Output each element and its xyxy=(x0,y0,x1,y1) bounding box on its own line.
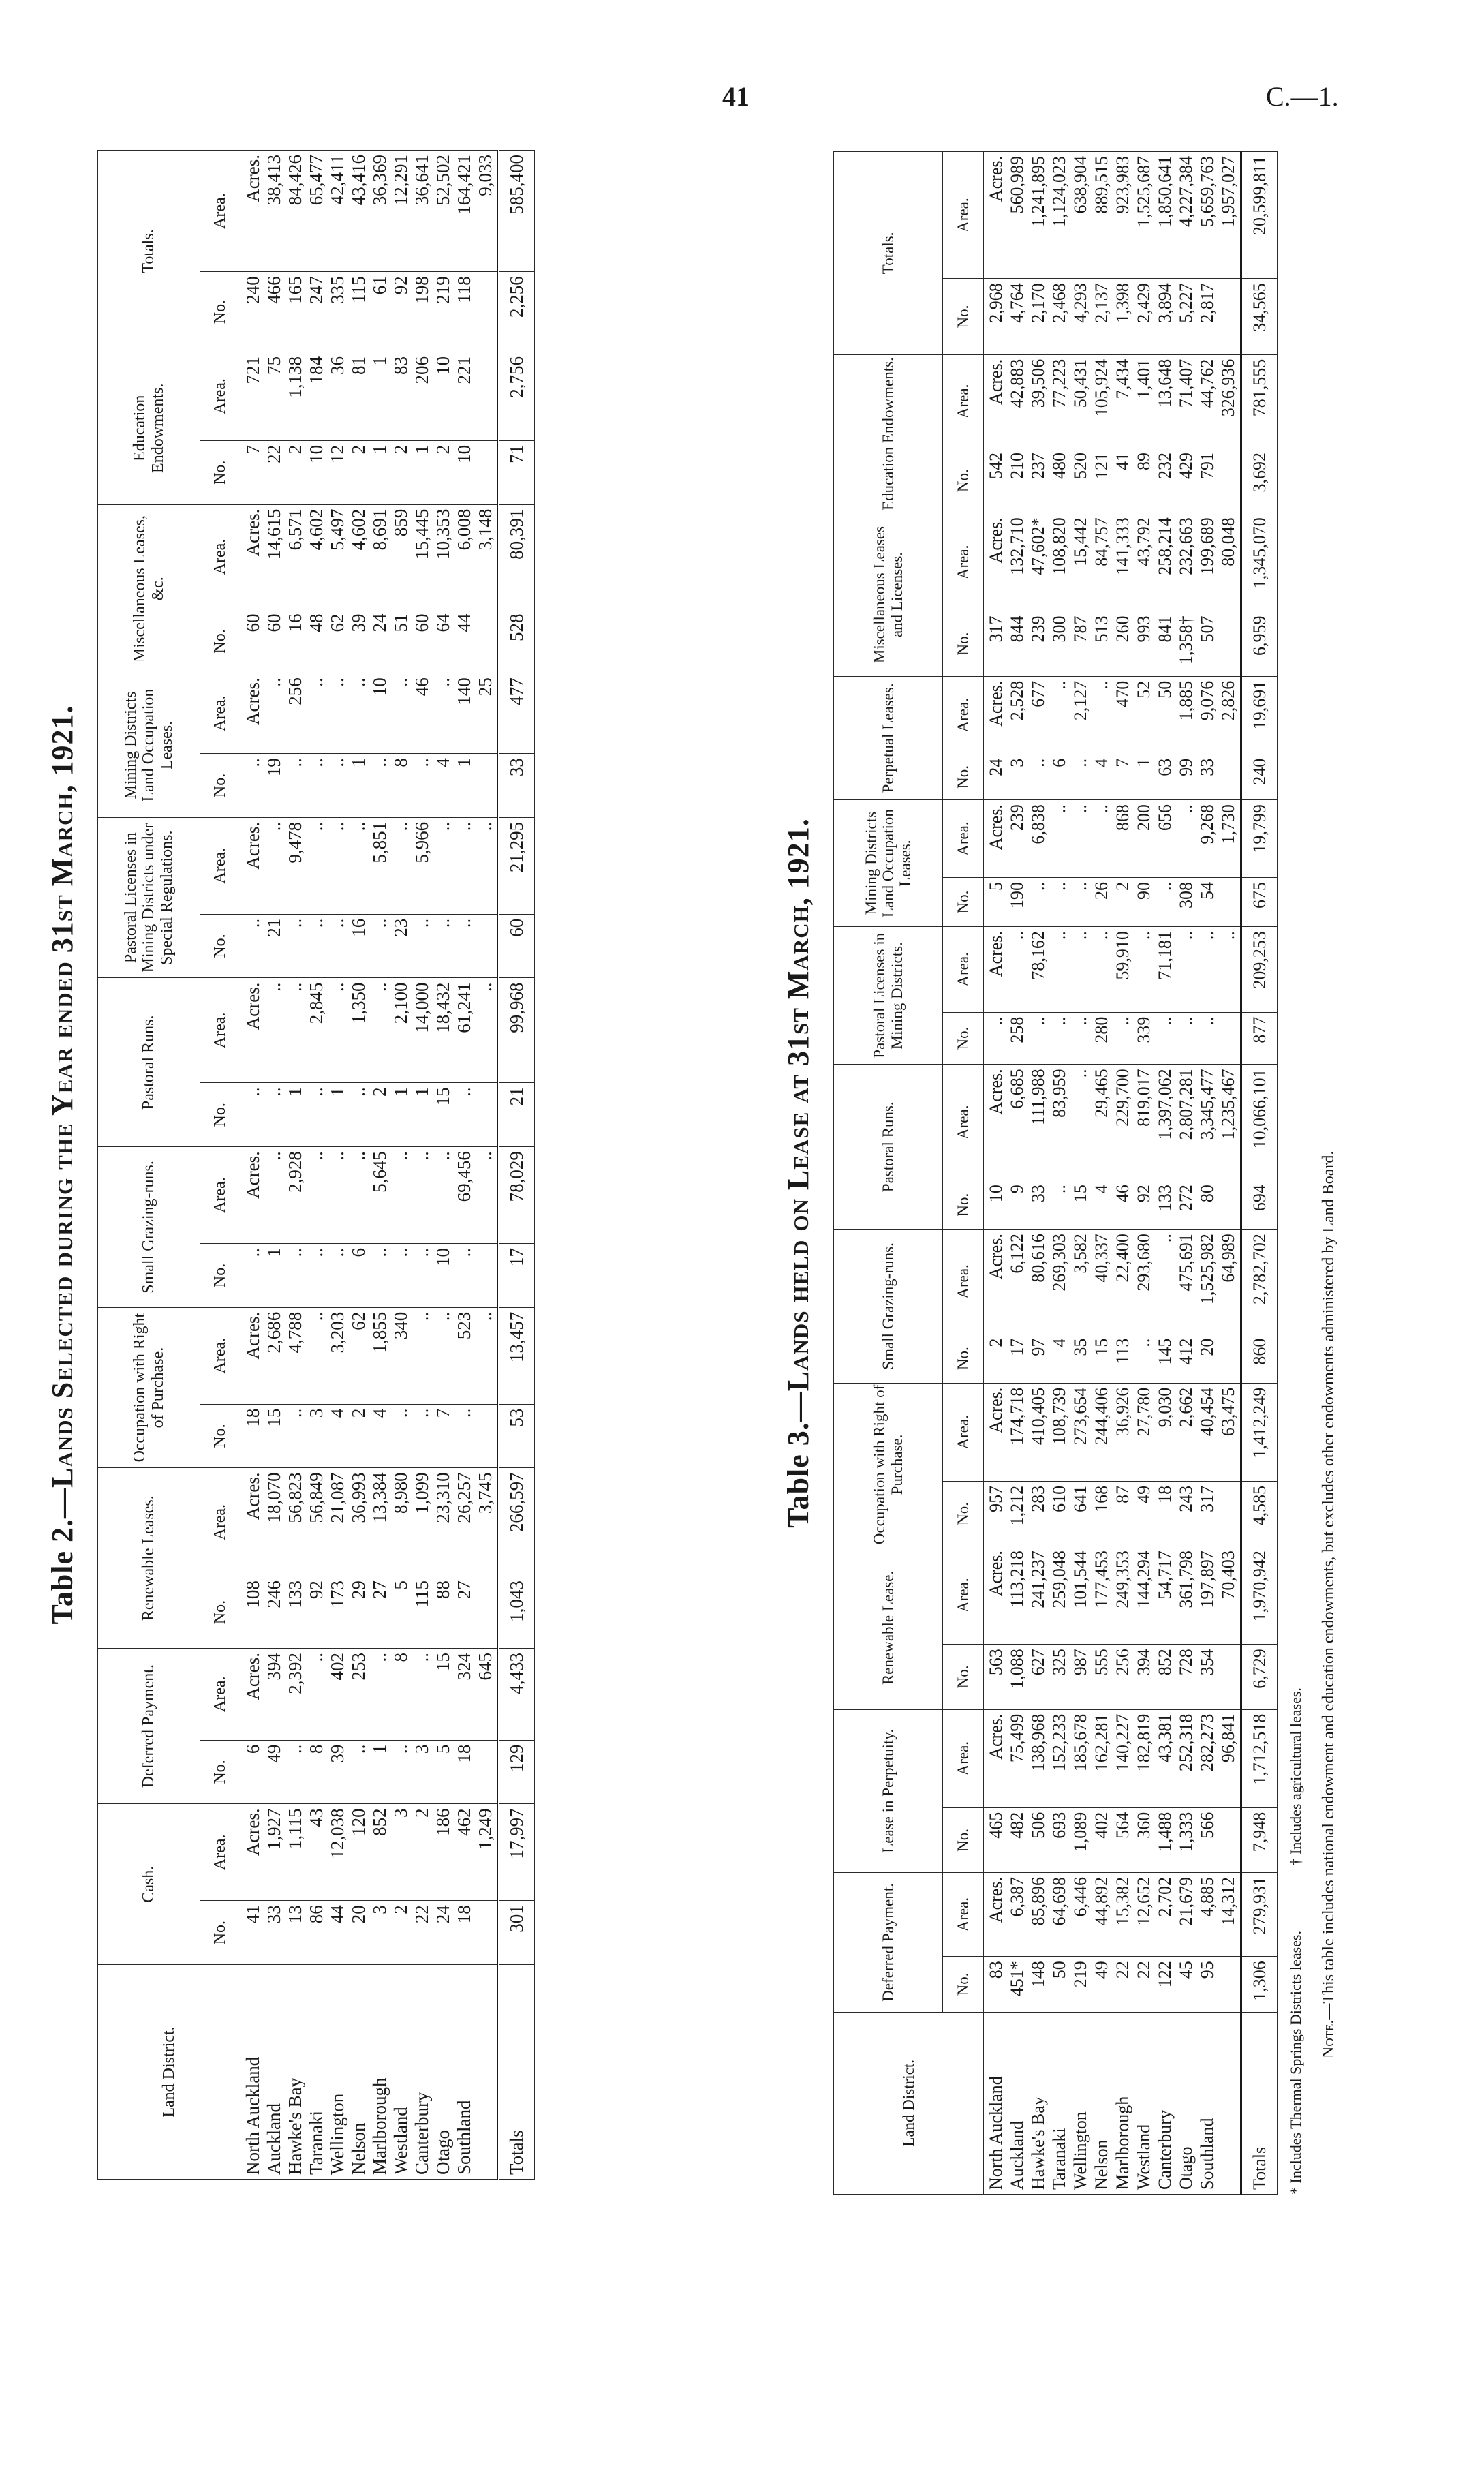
total-cell: 33 xyxy=(499,754,535,818)
group-header: Perpetual Leases. xyxy=(834,676,943,799)
group-header: Deferred Payment. xyxy=(98,1648,200,1803)
group-header: Occupation with Right of Purchase. xyxy=(98,1307,200,1468)
data-column: Acres. 174,718 410,405 108,739 273,654 244,406 36,926 27,780 9,030 2,662 40,454 63,475 xyxy=(984,1383,1241,1481)
no-header: No. xyxy=(200,272,241,352)
area-header: Area. xyxy=(943,927,984,1013)
total-cell: 6,729 xyxy=(1241,1645,1278,1709)
no-header: No. xyxy=(200,754,241,818)
data-column: 60 60 16 48 62 39 24 51 60 64 44 xyxy=(241,609,499,673)
data-column: .. 21 .. .. .. 16 .. 23 .. .. .. xyxy=(241,914,499,978)
total-cell: 2,256 xyxy=(499,272,535,352)
data-column: .. 1 .. .. .. 6 .. .. .. 10 .. xyxy=(241,1244,499,1308)
total-cell: 10,066,101 xyxy=(1241,1065,1278,1180)
data-column: 957 1,212 283 610 641 168 87 49 18 243 317 xyxy=(984,1481,1241,1546)
data-column: .. 19 .. .. .. 1 .. 8 .. 4 1 xyxy=(241,754,499,818)
data-column: 5 190 .. .. .. 26 2 90 .. 308 54 xyxy=(984,878,1241,927)
data-column: Acres. 132,710 47,602* 108,820 15,442 84,757 141,333 43,792 258,214 232,663 199,689 80,048 xyxy=(984,513,1241,611)
area-header: Area. xyxy=(943,513,984,611)
group-header: Small Grazing-runs. xyxy=(834,1230,943,1384)
total-cell: 1,970,942 xyxy=(1241,1546,1278,1645)
no-header: No. xyxy=(200,1244,241,1308)
group-header: Miscellaneous Leases and Licenses. xyxy=(834,513,943,676)
area-header: Area. xyxy=(943,800,984,878)
data-column: 108 246 133 92 173 29 27 5 115 88 27 xyxy=(241,1576,499,1649)
footnote-thermal: * Includes Thermal Springs Districts leases. xyxy=(1287,1931,1304,2195)
table-3-footnotes xyxy=(1278,151,1305,2195)
group-header: Pastoral Runs. xyxy=(98,978,200,1147)
table-2-section xyxy=(42,150,649,2180)
data-column: 542 210 237 480 520 121 41 89 232 429 791 xyxy=(984,448,1241,513)
total-cell: 21 xyxy=(499,1083,535,1147)
group-header: Education Endowments. xyxy=(98,352,200,505)
group-header: Renewable Leases. xyxy=(98,1468,200,1649)
totals-row xyxy=(1241,152,1278,2195)
group-header: Pastoral Runs. xyxy=(834,1065,943,1230)
total-cell: 675 xyxy=(1241,878,1278,927)
footnote-agricultural: † Includes agricultural leases. xyxy=(1287,1687,1304,1866)
data-column: Acres. .. 78,162 .. .. .. 59,910 .. 71,181 .. .. .. xyxy=(984,927,1241,1013)
table-3 xyxy=(833,151,1278,2195)
data-column: Acres. 6,685 111,988 83,959 .. 29,465 229,700 819,017 1,397,062 2,807,281 3,345,477 1,235,467 xyxy=(984,1065,1241,1180)
total-cell: 781,555 xyxy=(1241,354,1278,448)
area-header: Area. xyxy=(943,676,984,754)
total-cell: 19,799 xyxy=(1241,800,1278,878)
data-column: 83 451* 148 50 219 49 22 22 122 45 95 xyxy=(984,1957,1241,2012)
area-header: Area. xyxy=(200,151,241,272)
data-column: Acres. .. 9,478 .. .. .. 5,851 .. 5,966 .. .. .. xyxy=(241,817,499,914)
no-header: No. xyxy=(943,448,984,513)
group-header: Small Grazing-runs. xyxy=(98,1147,200,1308)
area-header: Area. xyxy=(943,1230,984,1334)
area-header: Area. xyxy=(943,1546,984,1645)
no-header: No. xyxy=(200,1576,241,1649)
total-cell: 477 xyxy=(499,673,535,754)
no-header: No. xyxy=(200,440,241,504)
no-header: No. xyxy=(943,1481,984,1546)
table-2-label: Table 2. xyxy=(46,1518,79,1625)
total-cell: 1,412,249 xyxy=(1241,1383,1278,1481)
total-cell: 13,457 xyxy=(499,1307,535,1404)
data-column: 2 17 97 4 35 15 113 .. 145 412 20 xyxy=(984,1334,1241,1383)
area-header: Area. xyxy=(200,1648,241,1740)
group-header: Mining Districts Land Occupation Leases. xyxy=(834,800,943,927)
group-header: Occupation with Right of Purchase. xyxy=(834,1383,943,1546)
table-row xyxy=(241,151,499,2180)
area-header: Area. xyxy=(200,817,241,914)
area-header: Area. xyxy=(943,152,984,279)
data-column: Acres. 75,499 138,968 152,233 185,678 162,281 140,227 182,819 43,381 252,318 282,273 96,841 xyxy=(984,1709,1241,1807)
data-column: Acres. 113,218 241,237 259,048 101,544 177,453 249,353 144,294 54,717 361,798 197,897 70,403 xyxy=(984,1546,1241,1645)
area-header: Area. xyxy=(200,978,241,1083)
table-2-title: —Lands Selected during the Year ended 31st March, 1921. xyxy=(46,705,79,1518)
group-header: Miscellaneous Leases, &c. xyxy=(98,504,200,673)
total-cell: 266,597 xyxy=(499,1468,535,1576)
total-cell: 99,968 xyxy=(499,978,535,1083)
data-column: Acres. 38,413 84,426 65,477 42,411 43,416 36,369 12,291 36,641 52,502 164,421 9,033 xyxy=(241,151,499,272)
table-3-section xyxy=(778,151,1405,2195)
table-row xyxy=(984,152,1241,2195)
data-column: Acres. 42,883 39,506 77,223 50,431 105,924 7,434 1,401 13,648 71,407 44,762 326,936 xyxy=(984,354,1241,448)
total-cell: 4,585 xyxy=(1241,1481,1278,1546)
data-column: Acres. .. 2,928 .. .. .. 5,645 .. .. .. 69,456 .. xyxy=(241,1147,499,1244)
data-column: 240 466 165 247 335 115 61 92 198 219 118 xyxy=(241,272,499,352)
table-3-title: —Lands held on Lease at 31st March, 1921. xyxy=(782,818,815,1422)
total-cell: 1,712,518 xyxy=(1241,1709,1278,1807)
district-header: Land District. xyxy=(98,1965,241,2180)
data-column: Acres. 6,387 85,896 64,698 6,446 44,892 15,382 12,652 2,702 21,679 4,885 14,312 xyxy=(984,1873,1241,1957)
data-column: 6 49 .. 8 39 .. 1 .. 3 5 18 xyxy=(241,1740,499,1804)
total-cell: 60 xyxy=(499,914,535,978)
total-cell: 129 xyxy=(499,1740,535,1804)
total-cell: 1,306 xyxy=(1241,1957,1278,2012)
total-cell: 2,782,702 xyxy=(1241,1230,1278,1334)
total-cell: 21,295 xyxy=(499,817,535,914)
area-header: Area. xyxy=(200,673,241,754)
total-cell: 1,043 xyxy=(499,1576,535,1649)
area-header: Area. xyxy=(200,352,241,441)
no-header: No. xyxy=(943,1957,984,2012)
total-cell: 240 xyxy=(1241,754,1278,799)
area-header: Area. xyxy=(200,1147,241,1244)
no-header: No. xyxy=(943,1807,984,1872)
total-cell: 80,391 xyxy=(499,504,535,609)
area-header: Area. xyxy=(943,1065,984,1180)
no-header: No. xyxy=(943,1334,984,1383)
page-reference: C.—1. xyxy=(1266,81,1339,112)
total-cell: 585,400 xyxy=(499,151,535,272)
no-header: No. xyxy=(200,1404,241,1468)
data-column: Acres. 239 6,838 .. .. .. 868 200 656 .. 9,268 1,730 xyxy=(984,800,1241,878)
district-list: North Auckland Auckland Hawke's Bay Taranaki Wellington Nelson Marlborough Westland Canterbury Otago Southland xyxy=(241,1965,499,2180)
table-2-caption xyxy=(42,150,97,2180)
data-column: Acres. 6,122 80,616 269,303 3,582 40,337 22,400 293,680 .. 475,691 1,525,982 64,989 xyxy=(984,1230,1241,1334)
data-column: 317 844 239 300 787 513 260 993 841 1,358† 507 xyxy=(984,611,1241,676)
total-cell: 20,599,811 xyxy=(1241,152,1278,279)
total-cell: 17 xyxy=(499,1244,535,1308)
total-cell: 279,931 xyxy=(1241,1873,1278,1957)
total-cell: 528 xyxy=(499,609,535,673)
note-label: Note. xyxy=(1320,2019,1338,2058)
no-header: No. xyxy=(943,1012,984,1065)
note-text: —This table includes national endowment and education endowments, but excludes other endowments administered by Land Board. xyxy=(1320,1150,1338,2020)
area-header: Area. xyxy=(943,1383,984,1481)
area-header: Area. xyxy=(943,1709,984,1807)
total-cell: 7,948 xyxy=(1241,1807,1278,1872)
district-list: North Auckland Auckland Hawke's Bay Taranaki Wellington Nelson Marlborough Westland Canterbury Otago Southland xyxy=(984,2012,1241,2194)
group-header: Pastoral Licenses in Mining Districts under Special Regulations. xyxy=(98,817,200,978)
area-header: Area. xyxy=(200,1468,241,1576)
no-header: No. xyxy=(943,611,984,676)
group-header: Totals. xyxy=(834,152,943,355)
total-cell: 2,756 xyxy=(499,352,535,441)
group-header: Mining Districts Land Occupation Leases. xyxy=(98,673,200,818)
no-header: No. xyxy=(200,609,241,673)
data-column: 721 75 1,138 184 36 81 1 83 206 10 221 xyxy=(241,352,499,441)
data-column: 41 33 13 86 44 20 3 2 22 24 18 xyxy=(241,1901,499,1965)
total-cell: 877 xyxy=(1241,1012,1278,1065)
group-header: Lease in Perpetuity. xyxy=(834,1709,943,1872)
total-cell: 6,959 xyxy=(1241,611,1278,676)
total-cell: 860 xyxy=(1241,1334,1278,1383)
no-header: No. xyxy=(200,1901,241,1965)
data-column: Acres. 394 2,392 .. 402 253 .. 8 .. 15 324 645 xyxy=(241,1648,499,1740)
data-column: 10 9 33 .. 15 4 46 92 133 272 80 xyxy=(984,1180,1241,1230)
total-cell: 78,029 xyxy=(499,1147,535,1244)
no-header: No. xyxy=(943,878,984,927)
total-cell: 71 xyxy=(499,440,535,504)
no-header: No. xyxy=(200,1740,241,1804)
data-column: Acres. 560,989 1,241,895 1,124,023 638,904 889,515 923,983 1,525,687 1,850,641 4,227,384 5,659,763 1,957,027 xyxy=(984,152,1241,279)
total-cell: 209,253 xyxy=(1241,927,1278,1013)
totals-label: Totals xyxy=(1241,2012,1278,2194)
total-cell: 17,997 xyxy=(499,1804,535,1901)
area-header: Area. xyxy=(200,1804,241,1901)
data-column: Acres. 2,528 677 .. 2,127 .. 470 52 50 1,885 9,076 2,826 xyxy=(984,676,1241,754)
table-3-note xyxy=(1305,151,1338,2195)
group-header: Pastoral Licenses in Mining Districts. xyxy=(834,927,943,1065)
table-3-caption xyxy=(778,151,833,2195)
data-column: 465 482 506 693 1,089 402 564 360 1,488 1,333 566 xyxy=(984,1807,1241,1872)
totals-label: Totals xyxy=(499,1965,535,2180)
data-column: Acres. 18,070 56,823 56,849 21,087 36,993 13,384 8,980 1,099 23,310 26,257 3,745 xyxy=(241,1468,499,1576)
total-cell: 4,433 xyxy=(499,1648,535,1740)
group-header: Education Endowments. xyxy=(834,354,943,513)
area-header: Area. xyxy=(943,354,984,448)
no-header: No. xyxy=(943,1180,984,1230)
data-column: 18 15 .. 3 4 2 4 .. .. 7 .. xyxy=(241,1404,499,1468)
total-cell: 19,691 xyxy=(1241,676,1278,754)
data-column: Acres. .. .. 2,845 .. 1,350 .. 2,100 14,000 18,432 61,241 .. xyxy=(241,978,499,1083)
no-header: No. xyxy=(943,1645,984,1709)
group-header: Cash. xyxy=(98,1804,200,1965)
data-column: 24 3 .. 6 .. 4 7 1 63 99 33 xyxy=(984,754,1241,799)
data-column: Acres. 1,927 1,115 43 12,038 120 852 3 2 186 462 1,249 xyxy=(241,1804,499,1901)
no-header: No. xyxy=(943,754,984,799)
total-cell: 34,565 xyxy=(1241,279,1278,355)
data-column: 563 1,088 627 325 987 555 256 394 852 728 354 xyxy=(984,1645,1241,1709)
data-column: 7 22 2 10 12 2 1 2 1 2 10 xyxy=(241,440,499,504)
group-header: Renewable Lease. xyxy=(834,1546,943,1709)
group-header: Totals. xyxy=(98,151,200,352)
area-header: Area. xyxy=(200,1307,241,1404)
data-column: .. 258 .. .. .. 280 .. 339 .. .. .. xyxy=(984,1012,1241,1065)
group-header: Deferred Payment. xyxy=(834,1873,943,2013)
area-header: Area. xyxy=(943,1873,984,1957)
total-cell: 301 xyxy=(499,1901,535,1965)
table-3-label: Table 3. xyxy=(782,1422,815,1528)
area-header: Area. xyxy=(200,504,241,609)
total-cell: 1,345,070 xyxy=(1241,513,1278,611)
data-column: 2,968 4,764 2,170 2,468 4,293 2,137 1,398 2,429 3,894 5,227 2,817 xyxy=(984,279,1241,355)
page-number: 41 xyxy=(722,81,749,112)
data-column: Acres. .. 256 .. .. .. 10 .. 46 .. 140 25 xyxy=(241,673,499,754)
district-header: Land District. xyxy=(834,2012,984,2194)
total-cell: 694 xyxy=(1241,1180,1278,1230)
data-column: Acres. 14,615 6,571 4,602 5,497 4,602 8,691 859 15,445 10,353 6,008 3,148 xyxy=(241,504,499,609)
no-header: No. xyxy=(200,914,241,978)
totals-row xyxy=(499,151,535,2180)
total-cell: 3,692 xyxy=(1241,448,1278,513)
no-header: No. xyxy=(943,279,984,355)
table-2 xyxy=(97,150,535,2180)
data-column: Acres. 2,686 4,788 .. 3,203 62 1,855 340 .. .. 523 .. xyxy=(241,1307,499,1404)
total-cell: 53 xyxy=(499,1404,535,1468)
data-column: .. .. 1 .. 1 .. 2 1 1 15 .. xyxy=(241,1083,499,1147)
no-header: No. xyxy=(200,1083,241,1147)
